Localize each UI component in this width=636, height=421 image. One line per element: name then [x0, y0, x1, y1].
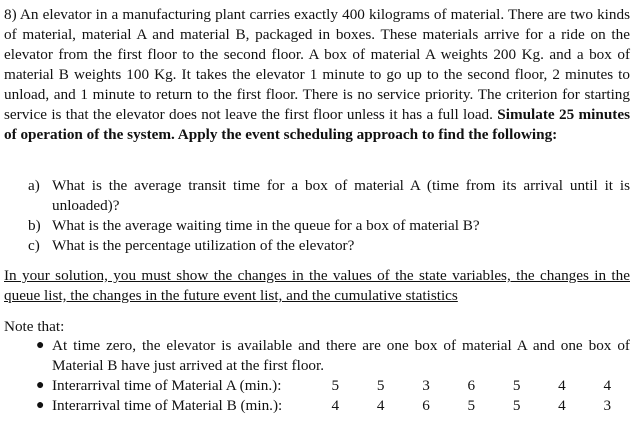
question-text: What is the average waiting time in the queue for a box of material B?: [52, 217, 480, 234]
bullet-icon: ●: [36, 378, 45, 393]
problem-statement: [4, 5, 630, 145]
interarrival-a-value: 4: [603, 377, 612, 394]
solution-requirement: In your solution, you must show the changes in the values of the state variables, the changes in the queue list, the changes in the future event list, and the cumulative statistics: [4, 267, 630, 304]
initial-condition-text: At time zero, the elevator is available and there are one box of material A and one box of Material B have just arrived at the first floor.: [52, 337, 630, 374]
interarrival-b-value: 4: [376, 397, 385, 414]
interarrival-a-value: 3: [422, 377, 430, 394]
question-marker: c): [28, 237, 40, 254]
interarrival-b-value: 4: [331, 397, 340, 414]
interarrival-a-value: 6: [467, 377, 476, 394]
interarrival-a-value: 5: [376, 377, 385, 394]
interarrival-a-value: 5: [512, 377, 521, 394]
bullet-icon: ●: [36, 338, 45, 353]
interarrival-a-label: Interarrival time of Material A (min.):: [52, 377, 282, 394]
note-item-interarrival-a: [36, 376, 630, 396]
interarrival-b-value: 5: [467, 397, 476, 414]
interarrival-b-value: 5: [512, 397, 521, 414]
interarrival-a-row: [52, 376, 630, 396]
question-text: What is the percentage utilization of the elevator?: [52, 237, 355, 254]
question-item: [28, 236, 630, 256]
question-item: [28, 176, 630, 216]
interarrival-a-value: 4: [558, 377, 566, 394]
interarrival-b-row: [52, 396, 630, 416]
note-list: [36, 336, 630, 416]
note-item-initial-condition: [36, 336, 630, 376]
note-title: Note that:: [4, 318, 65, 335]
question-item: [28, 216, 630, 236]
question-marker: b): [28, 217, 41, 234]
question-list: [28, 176, 630, 256]
question-marker: a): [28, 177, 40, 194]
interarrival-b-value: 3: [603, 397, 612, 414]
problem-text: 8) An elevator in a manufacturing plant carries exactly 400 kilograms of material. There are two kinds of material, material A and material B, packaged in boxes. These materials arrive for a ride on the elevator from the first floor to the second floor. A box of material A weights 200 Kg. and a box of material B weights 100 Kg. It takes the elevator 1 minute to go up to the second floor, 2 minutes to unload, and 1 minute to return to the first floor. There is no service priority. The criterion for starting service is that the elevator does not leave the first floor unless it has a full load.: [4, 6, 630, 123]
interarrival-b-value: 6: [422, 397, 430, 414]
question-text: What is the average transit time for a box of material A (time from its arrival until it is unloaded)?: [52, 177, 630, 214]
bullet-icon: ●: [36, 398, 45, 413]
problem-bold-instruction: Simulate 25 minutes of operation of the system. Apply the event scheduling approach to find the following:: [4, 106, 630, 143]
interarrival-a-value: 5: [331, 377, 340, 394]
interarrival-b-label: Interarrival time of Material B (min.):: [52, 397, 283, 414]
interarrival-b-value: 4: [558, 397, 566, 414]
note-item-interarrival-b: [36, 396, 630, 416]
